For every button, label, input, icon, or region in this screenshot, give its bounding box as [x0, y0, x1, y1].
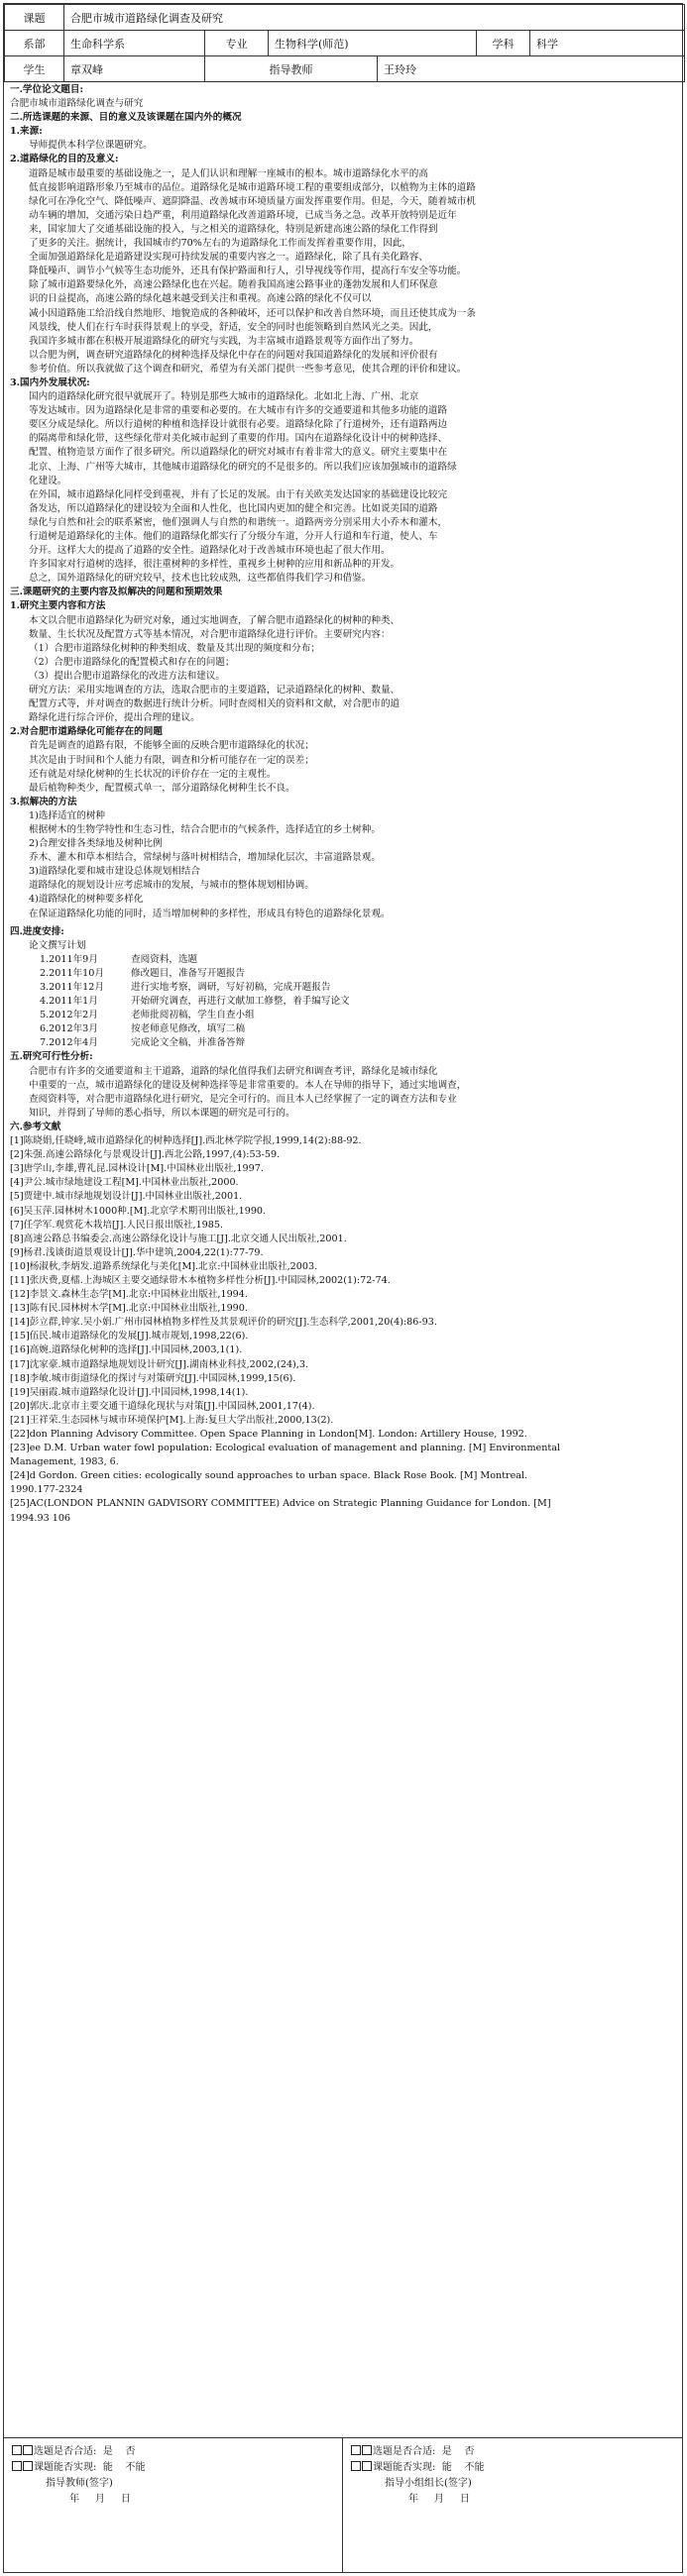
text-line: 动车辆的增加，交通污染日趋严重，利用道路绿化改善道路环境，已成当务之急。改革开放特别是近年 [29, 209, 457, 221]
text-line: 来，国家加大了交通基础设施的投入，与之相关的道路绿化，特别是新建高速公路的绿化工作得到 [29, 223, 438, 235]
checkbox[interactable] [351, 2445, 361, 2455]
section-heading-title: 一.学位论文题目: [10, 84, 84, 95]
cannot-option[interactable]: 不能 [125, 2462, 146, 2473]
advisor-signature-label: 指导教师(签字) [46, 2478, 113, 2489]
text-line: 总之，国外道路绿化的研究较早，技术也比较成熟，这些都值得我们学习和借鉴。 [29, 573, 372, 585]
checkbox[interactable] [362, 2461, 372, 2471]
schedule-item [10, 953, 676, 967]
header-row-dept [5, 31, 685, 56]
text-line: （1）合肥市道路绿化树种的种类组成、数量及其出现的频度和分布； [29, 642, 320, 654]
text-line: 其次是由于时间和个人能力有限，调查和分析可能存在一定的误差； [29, 754, 314, 766]
text-line: [8]高速公路总书编委会.高速公路绿化设计与施工[J].北京交通人民出版社,2001. [10, 1233, 347, 1244]
schedule-item [10, 1036, 676, 1050]
content-paragraphs [10, 614, 676, 726]
schedule-task: 修改题目，准备写开题报告 [131, 967, 246, 979]
schedule-date: 4.2011年1月 [40, 996, 98, 1008]
text-line: [6]吴玉萍.园林树木1000种.[M].北京学术期刊出版社,1990. [10, 1205, 267, 1217]
text-line: 北京、上海、广州等大城市，其他城市道路绿化的研究的不是很多的。所以我们应该加强城市的道路绿 [29, 461, 457, 473]
text-line: [10]杨淑秋,李炳发.道路系统绿化与美化[M].北京:中国林业出版社,2003. [10, 1260, 318, 1272]
header-row-title [5, 5, 685, 31]
proposal-body [4, 81, 682, 2439]
feasible-label: 课题能否实现: [373, 2462, 436, 2473]
text-line: 参考价值。所以我就做了这个调查和研究，希望为有关部门提供一些参考意见，使其合理的评价和建议。 [29, 363, 467, 375]
text-line: 化建设。 [29, 475, 67, 486]
purpose-paragraphs [10, 167, 676, 376]
text-line: [23]ee D.M. Urban water fowl population: Ecological evaluation of management and planning. [M] Environmental [10, 1443, 561, 1454]
text-line: 首先是调查的道路有限，不能够全面的反映合肥市道路绿化的状况； [29, 740, 314, 752]
advisor-approval [4, 2438, 343, 2573]
checkbox[interactable] [23, 2461, 33, 2471]
text-line: 备发达，所以道路绿化的建设较为全面和人性化，也比国内更加的健全和完善。比如说美国的道路 [29, 502, 438, 514]
text-line: 最后植物种类少，配置模式单一，部分道路绿化树种生长不良。 [29, 782, 295, 794]
text-line: [21]王祥荣.生态园林与城市环境保护[M].上海:复旦大学出版社,2000,13(2). [10, 1414, 334, 1426]
yes-option[interactable]: 是 [441, 2446, 452, 2457]
text-line: 降低噪声、调节小气候等生态功能外，还具有保护路面和行人，引导视线等作用，提高行车安全等功能。 [29, 266, 467, 277]
text-line: 减小因道路施工给沿线自然地形、地貌造成的各种破坏，还可以保护和改善自然环境，而且还使其成为一条 [29, 307, 476, 319]
schedule-date: 1.2011年9月 [40, 953, 98, 965]
feasible-label: 课题能否实现: [34, 2462, 97, 2473]
text-line: 1990.177-2324 [10, 1484, 83, 1496]
text-line: [12]李景文.森林生态学[M].北京:中国林业出版社,1994. [10, 1289, 248, 1301]
text-line: 知识，并得到了导师的悉心指导，所以本课题的研究是可行的。 [29, 1107, 295, 1119]
schedule-item [10, 1022, 676, 1036]
schedule-task: 进行实地考察，调研，写好初稿，完成开题报告 [131, 982, 331, 993]
text-line: [5]贾建中.城市绿地规划设计[J].中国林业出版社,2001. [10, 1191, 243, 1203]
text-line: 4)道路绿化的树种要多样化 [29, 894, 144, 906]
proposal-form [3, 3, 683, 2573]
schedule-task: 完成论文全稿，并准备答辩 [131, 1037, 246, 1049]
text-line: [16]高婉.道路绿化树种的选择[J].中国园林,2003,1(1). [10, 1344, 243, 1356]
text-line: [13]陈有民.园林树木学[M].北京:中国林业出版社,1990. [10, 1303, 248, 1315]
checkbox[interactable] [12, 2445, 22, 2455]
student-label: 学生 [5, 56, 64, 82]
text-line: [20]郭庆.北京市主要交通干道绿化现状与对策[J].中国园林,2001,17(4). [10, 1400, 315, 1412]
source-text: 导师提供本科学位课题研究。 [29, 140, 153, 152]
text-line: 查阅资料等，对合肥市道路绿化进行研究，是完全可行的。而且本人已经掌握了一定的调查方法和专业 [29, 1093, 457, 1105]
text-line: 道路绿化的规划设计应考虑城市的发展，与城市的整体规划相协调。 [29, 880, 314, 892]
advisor-label: 指导教师 [205, 56, 378, 82]
source-heading: 1.来源: [10, 126, 43, 138]
thesis-title: 合肥市城市道路绿化调查与研究 [10, 98, 144, 110]
text-line: 乔木、灌木和草本相结合，常绿树与落叶树相结合，增加绿化层次，丰富道路景观。 [29, 852, 381, 864]
topic-title: 合肥市城市道路绿化调查及研究 [64, 5, 685, 31]
text-line: 许多国家对行道树的选择，很注重树种的多样性，重视乡土树种的应用和新品种的开发。 [29, 559, 401, 571]
text-line: 根据树木的生物学特性和生态习性，结合合肥市的气候条件，选择适宜的乡土树种。 [29, 823, 381, 835]
content-subheading-1: 1.研究主要内容和方法 [10, 600, 106, 612]
text-line: [18]李敏.城市街道绿化的探讨与对策研究[J].中国园林,1999,15(6). [10, 1372, 296, 1384]
section-heading-basis: 二.所选课题的来源、目的意义及该课题在国内外的概况 [10, 112, 242, 124]
text-line: [2]朱强.高速公路绿化与景观设计[J].西北公路,1997,(4):53-59. [10, 1149, 281, 1161]
text-line: [9]杨君.浅谈街道景观设计[J].华中建筑,2004,22(1):77-79. [10, 1246, 264, 1258]
schedule-item [10, 1009, 676, 1022]
schedule-date: 6.2012年3月 [40, 1023, 98, 1035]
feasibility-paragraphs [10, 1065, 676, 1121]
schedule-date: 2.2011年10月 [40, 967, 104, 979]
text-line: 绿化与自然和社会的联系紧密，他们强调人与自然的和谐统一。道路两旁分别采用大小乔木和灌木， [29, 516, 448, 528]
reference-list [10, 1134, 676, 1526]
text-line: 识的日益提高，高速公路的绿化越来越受到关注和重视。高速公路的绿化不仅可以 [29, 293, 372, 305]
text-line: [1]陈晓娟,任晓峰,城市道路绿化的树种选择[J].西北林学院学报,1999,14(2):88-92. [10, 1135, 362, 1147]
text-line: 中重要的一点，城市道路绿化的建设及树种选择等是非常重要的。本人在导师的指导下，通过实地调查， [29, 1079, 467, 1091]
advisor-value: 王玲玲 [378, 56, 685, 82]
text-line: 等发达城市。因为道路绿化是非常的重要和必要的。在大城市有许多的交通要道和其他多功能的道路 [29, 405, 448, 417]
text-line: 国内的道路绿化研究很早就展开了。特别是那些大城市的道路绿化。北如北上海、广州、北京 [29, 391, 419, 403]
schedule-task: 老师批阅初稿，学生自查小组 [131, 1010, 255, 1021]
dept-value: 生命科学系 [64, 31, 205, 56]
method-paragraphs [10, 809, 676, 921]
text-line: 1994.93 106 [10, 1512, 71, 1524]
date-line: 年 月 日 [69, 2494, 131, 2505]
text-line: 研究方法：采用实地调查的方法，选取合肥市的主要道路，记录道路绿化的树种、数量、 [29, 685, 401, 697]
text-line: [25]AC(LONDON PLANNIN GADVISORY COMMITTEE) Advice on Strategic Planning Guidance for London. [M] [10, 1498, 551, 1510]
text-line: 配置、植物造景方面作了很多研究。所以道路绿化的研究对城市有着非常大的意义。研究主要集中在 [29, 447, 448, 459]
can-option[interactable]: 能 [441, 2462, 452, 2473]
text-line: [7]任学军.观赏花木栽培[J].人民日报出版社,1985. [10, 1219, 224, 1231]
schedule-date: 3.2011年12月 [40, 982, 104, 993]
checkbox[interactable] [362, 2445, 372, 2455]
schedule-item [10, 995, 676, 1009]
approval-section [4, 2437, 682, 2572]
group-leader-signature-label: 指导小组组长(签字) [385, 2478, 472, 2489]
text-line: 本文以合肥市道路绿化为研究对象，通过实地调查，了解合肥市道路绿化的树种的种类、 [29, 614, 401, 626]
schedule-heading: 四.进度安排: [10, 925, 64, 937]
text-line: （3）提出合肥市道路绿化的改进方法和建议。 [29, 670, 225, 682]
problem-paragraphs [10, 739, 676, 795]
purpose-heading: 2.道路绿化的目的及意义: [10, 154, 119, 165]
checkbox[interactable] [12, 2461, 22, 2471]
text-line: 在保证道路绿化功能的同时，适当增加树种的多样性，形成具有特色的道路绿化景观。 [29, 908, 391, 919]
schedule-date: 5.2012年2月 [40, 1010, 98, 1021]
date-line: 年 月 日 [408, 2494, 470, 2505]
text-line: 合肥市有许多的交通要道和主干道路，道路的绿化值得我们去研究和调查考评，路绿化是城市绿化 [29, 1065, 438, 1077]
text-line: 了更多的关注。据统计，我国城市约70%左右的为道路绿化工作而发挥着重要作用，因此， [29, 238, 411, 250]
schedule-subheading: 论文撰写计划 [29, 939, 86, 951]
content-heading: 三.课题研究的主要内容及拟解决的问题和预期效果 [10, 587, 223, 598]
major-value: 生物科学(师范) [269, 31, 477, 56]
feasibility-heading: 五.研究可行性分析: [10, 1051, 93, 1063]
header-table [4, 4, 685, 82]
text-line: 3)道路绿化要和城市建设总体规划相结合 [29, 866, 200, 878]
schedule-item [10, 981, 676, 995]
text-line: Management, 1983, 6. [10, 1456, 119, 1468]
schedule-item [10, 967, 676, 981]
topic-label: 课题 [5, 5, 64, 31]
text-line: [14]彭立群,钟家.吴小娟.广州市园林植物多样性及其景观评价的研究[J].生态科学,2001,20(4):86-93. [10, 1317, 437, 1329]
text-line: 分开。这样大大的提高了道路的安全性。道路绿化对于改善城市环境也起了很大作用。 [29, 545, 391, 557]
text-line: 风景线，使人们在行车时获得景观上的享受，舒适，安全的同时也能领略到自然风光之美。因此， [29, 321, 438, 333]
content-subheading-2: 2.对合肥市道路绿化可能存在的问题 [10, 726, 163, 738]
text-line: 2)合理安排各类绿地及树种比例 [29, 838, 163, 850]
text-line: 除了城市道路要绿化外，高速公路绿化也在兴起。随着我国高速公路事业的蓬勃发展和人们环保意 [29, 279, 438, 291]
text-line: 数量、生长状况及配置方式等基本情况，对合肥市道路绿化进行评价。主要研究内容： [29, 628, 391, 640]
text-line: 全面加强道路绿化是道路建设实现可持续发展的重要内容之一。道路绿化，除了具有美化路容、 [29, 252, 428, 264]
schedule-task: 查阅资料，选题 [131, 953, 198, 965]
text-line: 路绿化进行综合评价，提出合理的建议。 [29, 712, 200, 724]
text-line: [19]吴丽霞.城市道路绿化设计[J].中国园林,1998,14(1). [10, 1386, 249, 1398]
status-paragraphs [10, 390, 676, 586]
schedule-date: 7.2012年4月 [40, 1037, 98, 1049]
text-line: [11]张庆费,夏檑.上海城区主要交通绿带木本植物多样性分析[J].中国园林,2002(1):72-74. [10, 1274, 391, 1286]
major-label: 专业 [205, 31, 269, 56]
can-option[interactable]: 能 [102, 2462, 113, 2473]
schedule-task: 开始研究调查，再进行文献加工修整，着手编写论文 [131, 996, 350, 1008]
text-line: 1)选择适宜的树种 [29, 809, 106, 821]
text-line: （2）合肥市道路绿化的配置模式和存在的问题； [29, 656, 235, 668]
student-value: 章双峰 [64, 56, 205, 82]
text-line: 的隔离带和绿化带，这些绿化带对美化城市起到了重要的作用。国内在道路绿化设计中的树种选择、 [29, 433, 448, 445]
cannot-option[interactable]: 不能 [464, 2462, 485, 2473]
no-option[interactable]: 否 [125, 2446, 136, 2457]
text-line: [3]唐学山,李雄,曹礼昆.园林设计[M].中国林业出版社,1997. [10, 1163, 264, 1175]
suitable-label: 选题是否合适: [34, 2446, 97, 2457]
checkbox[interactable] [23, 2445, 33, 2455]
header-row-student [5, 56, 685, 82]
text-line: [15]伍民.城市道路绿化的发展[J].城市规划,1998,22(6). [10, 1331, 249, 1342]
text-line: 要区分成是绿化。所以行道树的种植和选择设计就很有必要。道路绿化除了行道树外，还有道路两边 [29, 419, 448, 431]
text-line: 配置方式等，并对调查的数据进行统计分析。同时查阅相关的资料和文献，对合肥市的道 [29, 698, 401, 710]
text-line: 在外国，城市道路绿化同样受到重视，并有了长足的发展。由于有关欧美发达国家的基础建设比较完 [29, 488, 448, 500]
schedule-list [10, 953, 676, 1051]
checkbox[interactable] [351, 2461, 361, 2471]
references-heading: 六.参考文献 [10, 1121, 61, 1132]
text-line: [22]don Planning Advisory Committee. Open Space Planning in London[M]. London: Artillery House, 1992. [10, 1429, 527, 1440]
group-approval [343, 2438, 682, 2573]
text-line: [17]沈家豪.城市道路绿地规划设计研究[J].湖南林业科技,2002,(24),3. [10, 1358, 309, 1370]
schedule-task: 按老师意见修改，填写二稿 [131, 1023, 246, 1035]
suitable-label: 选题是否合适: [373, 2446, 436, 2457]
text-line: [24]d Gordon. Green cities: ecologically sound approaches to urban space. Black Rose Book. [M] Montreal. [10, 1470, 528, 1482]
text-line: 绿化可在净化空气、降低噪声、遮阴降温、改善城市环境质量方面发挥重要作用。但是，今天，随着城市机 [29, 195, 476, 207]
content-subheading-3: 3.拟解决的方法 [10, 796, 77, 807]
no-option[interactable]: 否 [464, 2446, 475, 2457]
yes-option[interactable]: 是 [102, 2446, 113, 2457]
dept-label: 系部 [5, 31, 64, 56]
text-line: 我国许多城市都在积极开展道路绿化的研究与实践，为丰富城市道路景观等方面作出了努力。 [29, 335, 419, 347]
text-line: [4]尹公.城市绿地建设工程[M].中国林业出版社,2000. [10, 1177, 239, 1189]
text-line: 低直接影响道路形象乃至城市的品位。道路绿化是城市道路环境工程的重要组成部分，以植物为主体的道路 [29, 181, 476, 193]
status-heading: 3.国内外发展状况: [10, 376, 90, 388]
text-line: 行道树是道路绿化的主体。他们的道路绿化都实行了分级分车道，分开人行道和车行道，使人、车 [29, 531, 438, 542]
subject-value: 科学 [530, 31, 685, 56]
text-line: 还有就是对绿化树种的生长状况的评价存在一定的主观性。 [29, 768, 277, 780]
text-line: 以合肥为例，调查研究道路绿化的树种选择及绿化中存在的问题对我国道路绿化的发展和评价很有 [29, 349, 438, 361]
subject-label: 学科 [477, 31, 530, 56]
text-line: 道路是城市最重要的基础设施之一，是人们认识和理解一座城市的根本。城市道路绿化水平的高 [29, 167, 428, 179]
